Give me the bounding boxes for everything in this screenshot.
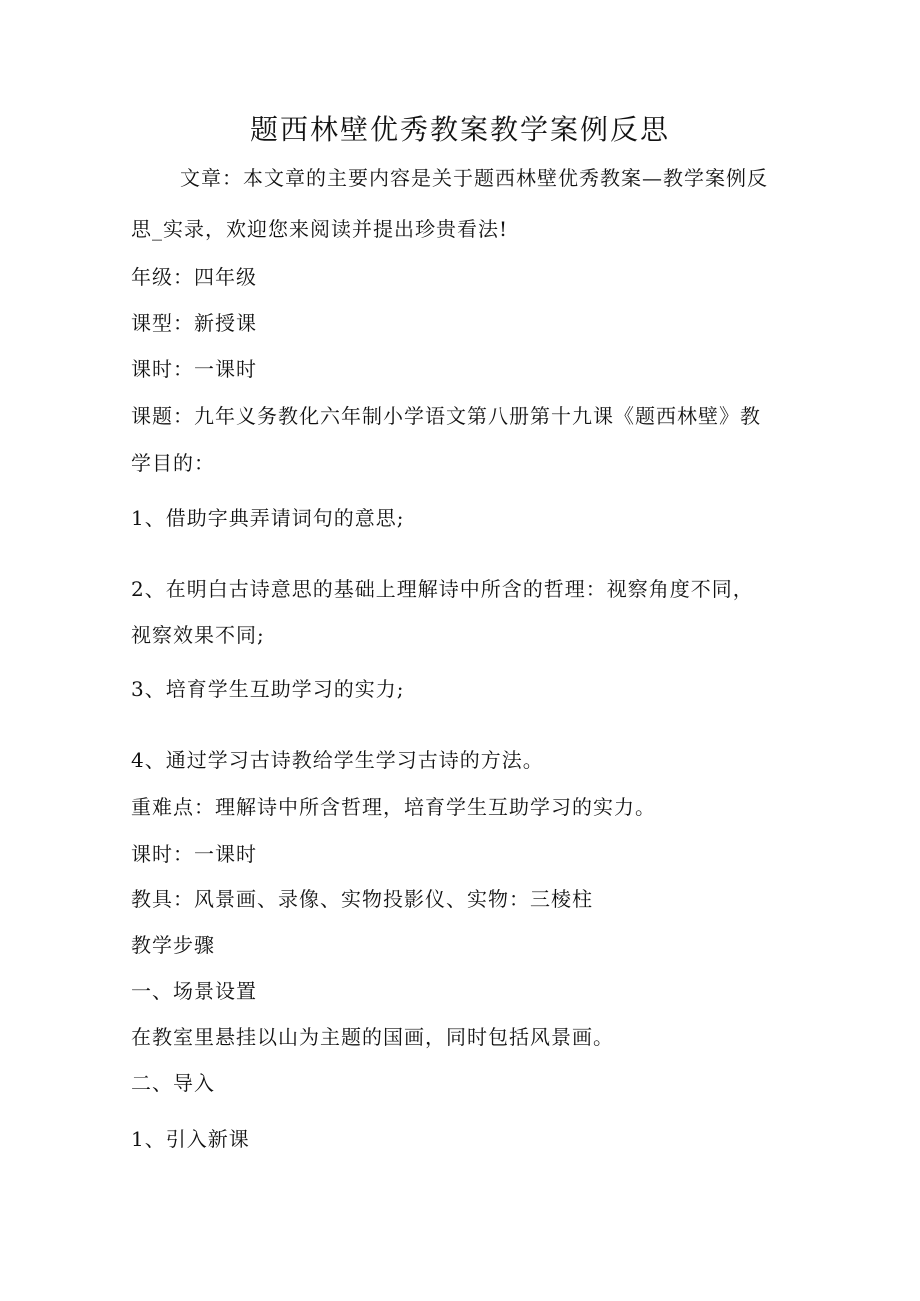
topic-line-2: 学目的： xyxy=(131,451,215,475)
class-hours-line-2: 课时：一课时 xyxy=(131,842,257,866)
grade-line: 年级：四年级 xyxy=(131,265,257,289)
topic-line-1: 课题：九年义务教化六年制小学语文第八册第十九课《题西林壁》教 xyxy=(131,404,761,428)
goal-item-2-line-2: 视察效果不同; xyxy=(131,623,265,647)
goal-item-1: 1、借助字典弄请词句的意思; xyxy=(131,506,405,530)
document-title: 题西林壁优秀教案教学案例反思 xyxy=(249,113,670,146)
step-1-heading: 一、场景设置 xyxy=(131,979,257,1003)
goal-item-2-line-1: 2、在明白古诗意思的基础上理解诗中所含的哲理：视察角度不同， xyxy=(131,577,754,601)
lesson-type-line: 课型：新授课 xyxy=(131,311,257,335)
step-2-item-1: 1、引入新课 xyxy=(131,1127,250,1151)
teaching-aids-line: 教具：风景画、录像、实物投影仪、实物：三棱柱 xyxy=(131,887,593,911)
goal-item-3: 3、培育学生互助学习的实力; xyxy=(131,677,405,701)
class-hours-line: 课时：一课时 xyxy=(131,357,257,381)
step-1-text: 在教室里悬挂以山为主题的国画，同时包括风景画。 xyxy=(131,1025,614,1049)
key-points-line: 重难点：理解诗中所含哲理，培育学生互助学习的实力。 xyxy=(131,795,656,819)
intro-line-2: 思_实录，欢迎您来阅读并提出珍贵看法! xyxy=(131,217,509,241)
goal-item-4: 4、通过学习古诗教给学生学习古诗的方法。 xyxy=(131,748,544,772)
steps-heading: 教学步骤 xyxy=(131,933,215,957)
intro-line-1: 文章：本文章的主要内容是关于题西林壁优秀教案—教学案例反 xyxy=(180,166,768,190)
step-2-heading: 二、导入 xyxy=(131,1071,215,1095)
